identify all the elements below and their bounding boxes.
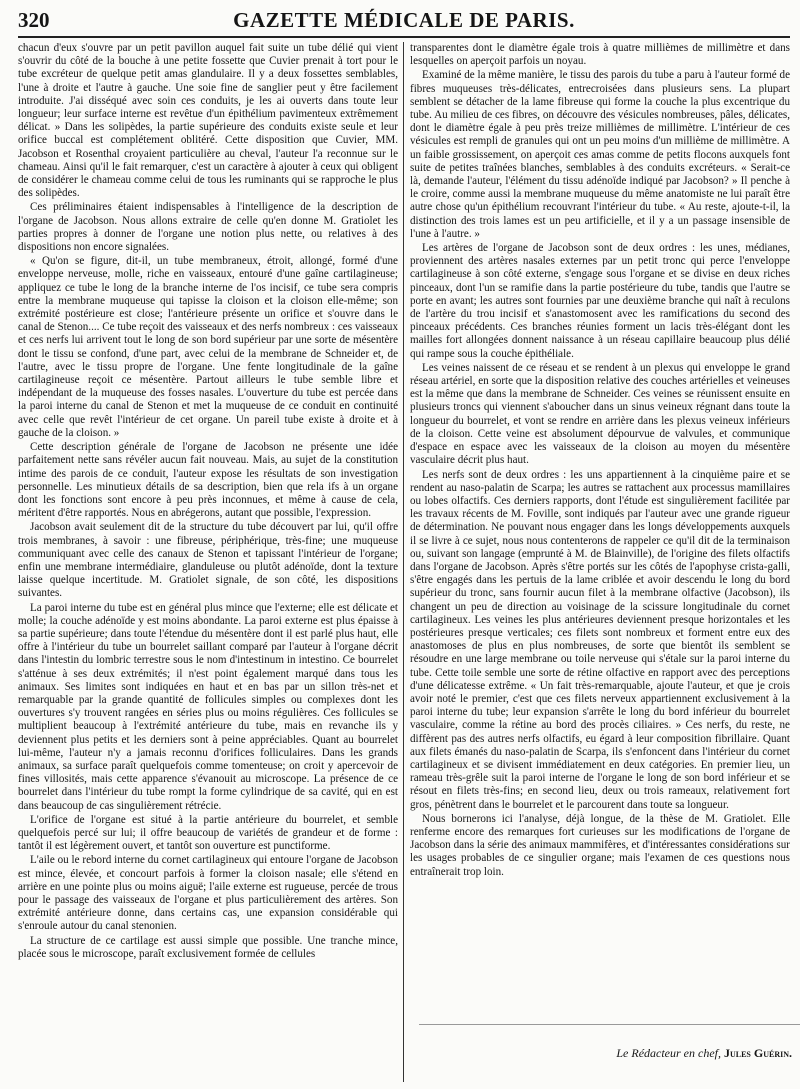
paragraph: Cette description générale de l'organe de Jacobson ne présente une idée parfaitement nette sans révéler aucun fait nouveau. Mais, au sujet de la constitution intime des parois de ce conduit, l'auteur expose les résultats de son investigation personnelle. Les minutieux détails de sa description, bien que rela ifs à un organe dont les fonctions sont encore à peu près inconnues, et même à cause de cela, méritent d'être rapportés. Nous en abrégerons, autant que possible, l'expression. [18, 441, 398, 520]
left-column [18, 42, 403, 1082]
paragraph: Les veines naissent de ce réseau et se rendent à un plexus qui enveloppe le grand réseau artériel, en sorte que la disposition relative des couches artérielles et veineuses est la même que dans la membrane de Schneider. Ces veines se réunissent ensuite en plusieurs troncs qui viennent s'aboucher dans un sinus veineux régnant dans toute la longueur du bourrelet, et vont se rendre en arrière dans les plexus veineux inférieurs de la cloison. Cette veine est absolument dépourvue de valvules, et communique d'espace en espace avec les vaisseaux de la cloison au moyen du mésentère vasculaire décrit plus haut. [410, 361, 790, 467]
paragraph: Nous bornerons ici l'analyse, déjà longue, de la thèse de M. Gratiolet. Elle renferme encore des remarques fort curieuses sur les modifications de l'organe de Jacobson dans la série des animaux mammifères, et d'intéressantes considérations sur les usages probables de ce singulier organe; mais l'examen de ces questions nous entraînerait trop loin. [410, 812, 790, 878]
paragraph: La structure de ce cartilage est aussi simple que possible. Une tranche mince, placée sous le microscope, paraît exclusivement formée de cellules [18, 934, 398, 960]
page-number: 320 [18, 8, 50, 32]
page-header [18, 8, 790, 38]
paragraph: Jacobson avait seulement dit de la structure du tube découvert par lui, qu'il offre trois membranes, à savoir : une fibreuse, périphérique, très-fine; une muqueuse communiquant avec celle des canaux de Stenon et tapissant l'intérieur de l'organe; enfin une membrane intermédiaire, glanduleuse ou plutôt adénoïde, dont la texture laisse quelque incertitude. M. Gratiolet signale, de son côté, les dispositions suivantes. [18, 521, 398, 600]
paragraph: « Qu'on se figure, dit-il, un tube membraneux, étroit, allongé, formé d'une enveloppe nerveuse, molle, riche en vaisseaux, entouré d'une gaîne cartilagineuse; appliquez ce tube le long de la branche interne de l'os incisif, ce tube sera compris entre la membrane muqueuse qui tapisse la cloison et la cloison elle-même; son extrémité postérieure est close; l'antérieure présente un orifice et s'ouvre dans le canal de Stenon.... Ce tube reçoit des vaisseaux et des nerfs nombreux : ces vaisseaux et ces nerfs lui arrivent tout le long de son bord supérieur par une sorte de mésentère dont le tissu se confond, d'une part, avec celui de la membrane de Schneider et, de l'autre, avec le tissu propre de l'organe. Une fente longitudinale de la gaîne cartilagineuse reçoit ce mésentère. Partout ailleurs le tube semble libre et indépendant de la muqueuse des fosses nasales. L'ouverture du tube est percée dans la paroi interne du canal de Stenon et met la muqueuse de ce conduit en continuité avec celle que revêt l'intérieur de cet organe. Un pareil tube existe à droite et à gauche de la cloison. » [18, 255, 398, 439]
paragraph: chacun d'eux s'ouvre par un petit pavillon auquel fait suite un tube délié qui vient s'ouvrir du côté de la bouche à une petite fossette que Cuvier prenait à tort pour le tube excréteur de quelque petit amas glandulaire. Il y a deux fossettes semblables, l'une à droite et l'autre à gauche. Une soie fine de sanglier peut y être facilement introduite. J'ai disséqué avec soin ces conduits, je les ai ouverts dans toute leur longueur; leur surface interne est revêtue d'un épithélium pavimenteux extrêmement délicat. » Dans les solipèdes, la partie supérieure des conduits existe seule et leur orifice buccal est complétement oblitéré. Cette disposition que Cuvier, MM. Jacobson et Rosenthal croyaient particulière au cheval, l'auteur l'a reconnue sur le chameau. Ainsi qu'il le fait remarquer, c'est un caractère à ajouter à ceux qui obligent de considérer le chameau comme celui de tous les ruminants qui se rapproche le plus des solipèdes. [18, 42, 398, 200]
paragraph: transparentes dont le diamètre égale trois à quatre millièmes de millimètre et dans lesquelles on aperçoit parfois un noyau. [410, 42, 790, 68]
signature-name: Jules Guérin. [723, 1046, 792, 1060]
right-column [404, 42, 790, 1082]
paragraph: L'orifice de l'organe est situé à la partie antérieure du bourrelet, et semble quelquefois percé sur lui; il offre beaucoup de variétés de grandeur et de forme : tantôt il est légèrement ouvert, et tantôt son ouverture est punctiforme. [18, 813, 398, 853]
paragraph: L'aile ou le rebord interne du cornet cartilagineux qui entoure l'organe de Jacobson est mince, élevée, et concourt parfois à former la cloison nasale; elle s'étend en arrière en une pointe plus ou moins aiguë; l'aile externe est rugueuse, percée de trous pour le passage des vaisseaux de l'organe et plus particulièrement des artères. Son extrémité antérieure donne, dans certains cas, une expansion considérable qui s'enroule autour du canal stenonien. [18, 854, 398, 933]
paragraph: Les nerfs sont de deux ordres : les uns appartiennent à la cinquième paire et se rendent au naso-palatin de Scarpa; les autres se rattachent aux processus mamillaires ou lobes olfactifs. Ces derniers rapports, dont l'étude est singulièrement facilitée par les travaux récents de M. Foville, sont indiqués par l'auteur avec une grande rigueur de détermination. Ne pouvant nous engager dans les longs développements auxquels il se livre à ce sujet, nous nous contenterons de rappeler ce qu'il dit de la terminaison ou, suivant son langage (emprunté à M. de Blainville), de l'origine des filets olfactifs dans l'organe de Jacobson. Après s'être portés sur les côtés de l'apophyse crista-galli, s'être engagés dans les pertuis de la lame criblée et avoir descendu le long du bord supérieur du tronc, sans fournir aucun filet à la membrane olfactive (Jacobson), ils changent un peu de direction au voisinage de la scissure longitudinale du cornet cartilagineux. Les veines les plus antérieures deviennent presque horizontales et les postérieures presque verticales; ces filets sont nombreux et forment entre eux des anastomoses de plus en plus nombreuses, de sorte que bientôt ils semblent se résoudre en une large membrane ou toile nerveuse qui s'étale sur la paroi interne du tube. Cette toile semble une sorte de rétine olfactive en rapport avec des perceptions d'une délicatesse extrême. « Un fait très-remarquable, ajoute l'auteur, et que je crois avoir noté le premier, c'est que ces filets nerveux appartiennent exclusivement à la paroi interne du tube; leur expansion s'arrête le long du bord inférieur du bourrelet vasculaire, comme la rétine au bord des procès ciliaires. » Ces nerfs, du reste, ne diffèrent pas des autres nerfs olfactifs, eu égard à leur composition fibrillaire. Quant aux filets émanés du naso-palatin de Scarpa, ils s'enfoncent dans l'intérieur du cornet cartilagineux et se divisent immédiatement en deux catégories. En premier lieu, un rameau très-grêle suit la paroi interne de l'organe le long de son bord inférieur et se résout en filets très-fins; en second lieu, deux ou trois rameaux, relativement fort gros, pénètrent dans le bourrelet et le parcourent dans toute sa longueur. [410, 468, 790, 811]
journal-title: GAZETTE MÉDICALE DE PARIS. [233, 8, 575, 32]
paragraph: Ces préliminaires étaient indispensables à l'intelligence de la description de l'organe de Jacobson. Nous allons extraire de celle qu'en donne M. Gratiolet les parties propres à donner de l'organe une notion plus nette, ou relatives à des dispositions non encore signalées. [18, 201, 398, 254]
paragraph: La paroi interne du tube est en général plus mince que l'externe; elle est délicate et molle; la couche adénoïde y est moins abondante. La paroi externe est plus épaisse à sa partie supérieure; dans toute l'étendue du mésentère dont il est parlé plus haut, elle offre à l'intérieur du tube un bourrelet saillant comparé par l'auteur à l'organe décrit dans l'intestin du lombric terrestre sous le nom d'intestinum in intestino. Ce bourrelet s'atténue à ses deux extrémités; il n'est point également marqué dans tous les animaux. Ses limites sont indiquées en haut et en bas par un sillon très-net et remarquable par la grande quantité de follicules simples ou complexes dont les ouvertures s'y trouvent rangées en séries plus ou moins régulières. Ces follicules se multiplient beaucoup à l'extrémité antérieure du tube, mais en revanche ils y deviennent plus petits et les derniers sont à peine appréciables. Quant au bourrelet lui-même, l'auteur n'y a jamais reconnu d'orifices folliculaires. Dans les grands animaux, sa surface paraît quelquefois comme tomenteuse; on croit y apercevoir de fines villosités, mais cette apparence s'évanouit au microscope. La présence de ce bourrelet dans l'intérieur du tube rompt la forme cylindrique de sa cavité, qui en est dans beaucoup de cas singulièrement rétrécie. [18, 601, 398, 812]
paragraph: Examiné de la même manière, le tissu des parois du tube a paru à l'auteur formé de fibres muqueuses très-délicates, entrecroisées dans plusieurs sens. La plupart semblent se détacher de la lame fibreuse qui forme la couche la plus excentrique du tube. Au milieu de ces fibres, on découvre des vésicules nombreuses, pâles, délicates, dont le diamètre égale à peu près treize millièmes de millimètre. L'intérieur de ces vésicules est rempli de granules qui ont un peu moins d'un millième de millimètre. A un faible grossissement, on aperçoit ces amas comme de petits flocons auxquels font suite de petites traînées blanches, semblables à des conduits excréteurs. « Serait-ce là, demande l'auteur, l'élément du tissu adénoïde indiqué par Jacobson? » Il penche à le croire, comme aussi la membrane muqueuse du même anatomiste ne lui paraît être autre chose qu'un épithélium recouvrant l'intérieur du tube. « Au reste, ajoute-t-il, la distinction des trois lames est un peu artificielle, et il y a un passage insensible de l'une à l'autre. » [410, 69, 790, 240]
signature-rule [419, 1024, 800, 1025]
paragraph: Les artères de l'organe de Jacobson sont de deux ordres : les unes, médianes, proviennent des artères nasales externes par un petit tronc qui perce l'enveloppe cartilagineuse à son côté externe, s'engage sous l'organe et se divise en deux riches pinceaux, dont l'un se ramifie dans la partie postérieure du tube, tandis que l'autre se porte en avant; les autres sont fournies par une deuxième branche qui naît à reculons de l'artère du trou incisif et s'anastomosent avec les ramifications du second des pinceaux précédents. Ces branches réunies forment un lacis très-élégant dont les mailles fort allongées donnent naissance à un réseau capillaire beaucoup plus délié qui rampe sous la couche épithéliale. [410, 242, 790, 360]
signature-prefix: Le Rédacteur en chef, [616, 1046, 721, 1060]
article-columns [18, 42, 790, 1082]
editor-signature [616, 1046, 792, 1061]
